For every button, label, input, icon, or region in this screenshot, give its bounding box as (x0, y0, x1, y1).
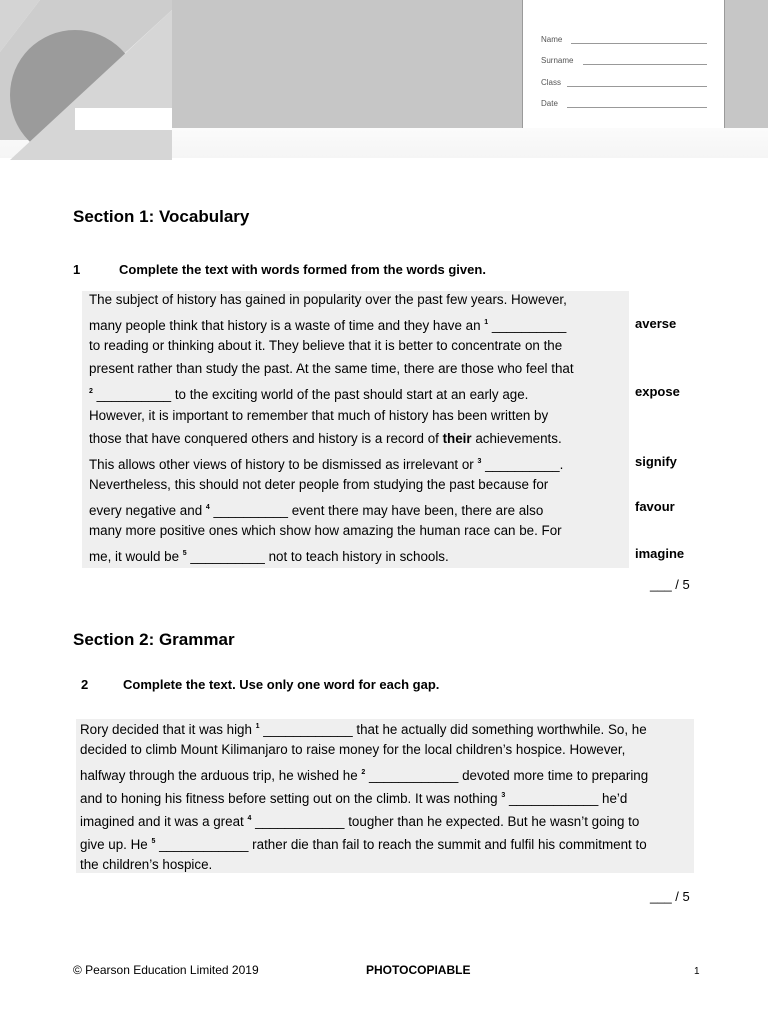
page-number: 1 (694, 966, 700, 977)
gap-number: 2 (361, 769, 366, 776)
section2-title: Section 2: Grammar (73, 630, 235, 649)
gap-number: 4 (247, 815, 252, 822)
copyright: © Pearson Education Limited 2019 (73, 963, 259, 977)
surname-field[interactable]: Surname (541, 53, 707, 67)
instruction-text: Complete the text with words formed from the words given. (119, 262, 486, 277)
passage-line: the children’s hospice. (80, 857, 213, 872)
word-prompt: expose (635, 384, 680, 399)
word-prompt: favour (635, 499, 675, 514)
word-prompt: signify (635, 454, 677, 469)
passage-line: However, it is important to remember that much of history has been written by (89, 407, 549, 423)
passage-line: me, it would be $^5$ __________ not to teach history in schools. (89, 549, 449, 565)
photocopiable-label: PHOTOCOPIABLE (366, 963, 471, 977)
passage-line: many more positive ones which show how amazing the human race can be. For (89, 523, 562, 538)
gap-number: 1 (255, 723, 260, 730)
passage-line: to reading or thinking about it. They believe that it is better to concentrate on the (89, 338, 563, 354)
passage-line: those that have conquered others and history is a record of their achievements. (89, 430, 562, 446)
class-field[interactable]: Class (541, 75, 707, 89)
passage-line: and to honing his fitness before setting out on the climb. It was nothing $^3$ ____________ he’d (80, 791, 628, 806)
g-logo (0, 0, 172, 160)
gap-number: 5 (151, 838, 156, 845)
emphasis: their (442, 430, 472, 446)
student-info-box (522, 0, 725, 128)
section2-score: ___ / 5 (650, 889, 690, 904)
gap-number: 5 (182, 550, 187, 558)
gap-number: 2 (89, 388, 93, 396)
section1-title: Section 1: Vocabulary (73, 207, 250, 226)
passage-line: imagined and it was a great $^4$ ____________ tougher than he expected. But he wasn’t going to (80, 814, 640, 829)
passage-line: $^2$ __________ to the exciting world of the past should start at an early age. (89, 387, 529, 403)
word-prompt: averse (635, 316, 677, 331)
passage-line: present rather than study the past. At the same time, there are those who feel that (89, 361, 574, 377)
word-prompt: imagine (635, 546, 685, 561)
gap-number: 4 (205, 503, 210, 511)
gap-number: 3 (477, 457, 482, 465)
instruction-text: Complete the text. Use only one word for each gap. (123, 677, 440, 692)
date-field[interactable]: Date (541, 96, 707, 110)
passage-line: Nevertheless, this should not deter people from studying the past because for (89, 476, 549, 492)
gap-number: 3 (501, 792, 506, 799)
section1-score: ___ / 5 (650, 577, 690, 592)
passage-line: halfway through the arduous trip, he wished he $^2$ ____________ devoted more time to preparing (80, 768, 649, 783)
name-field[interactable]: Name (541, 32, 707, 46)
passage-line: decided to climb Mount Kilimanjaro to raise money for the local children’s hospice. However, (80, 742, 626, 757)
gap-number: 1 (484, 319, 489, 327)
passage-line: many people think that history is a waste of time and they have an $^1$ __________ (89, 318, 567, 334)
passage-line: every negative and $^4$ __________ event there may have been, there are also (89, 502, 544, 518)
passage-line: The subject of history has gained in popularity over the past few years. However, (89, 292, 567, 307)
exercise-number: 2 (81, 677, 89, 692)
exercise-number: 1 (73, 262, 81, 277)
header-right-block (724, 0, 768, 128)
header-gray-block (172, 0, 522, 128)
passage-line: Rory decided that it was high $^1$ ____________ that he actually did something worthwhile. So, he (80, 722, 647, 737)
passage-line: give up. He $^5$ ____________ rather die than fail to reach the summit and fulfil his commitment to (80, 837, 647, 852)
passage-line: This allows other views of history to be dismissed as irrelevant or $^3$ __________. (89, 456, 564, 472)
